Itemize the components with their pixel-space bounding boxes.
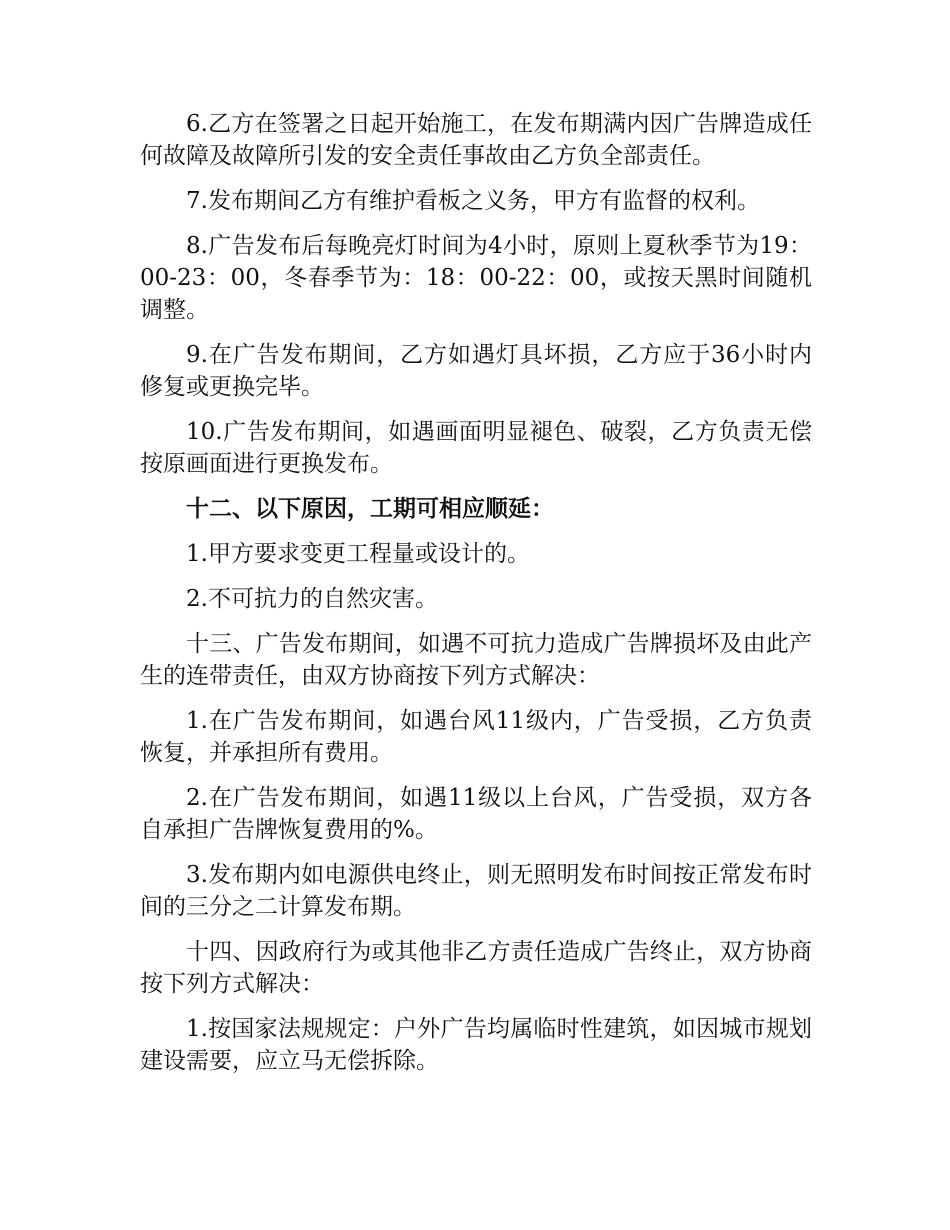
section-12-item-1: 1.甲方要求变更工程量或设计的。 — [186, 541, 530, 567]
clause-9-lamp-repair: 9.在广告发布期间，乙方如遇灯具坏损，乙方应于36小时内修复或更换完毕。 — [140, 342, 812, 400]
section-12-heading: 十二、以下原因，工期可相应顺延： — [186, 495, 554, 522]
section-14-item-1: 1.按国家法规规定：户外广告均属临时性建筑，如因城市规划建设需要，应立马无偿拆除。 — [140, 1016, 812, 1074]
clause-8-lighting-hours: 8.广告发布后每晚亮灯时间为4小时，原则上夏秋季节为19：00-23：00，冬春季节为：18：00-22：00，或按天黑时间随机调整。 — [140, 233, 812, 323]
clause-10-image-replacement: 10.广告发布期间，如遇画面明显褪色、破裂，乙方负责无偿按原画面进行更换发布。 — [140, 419, 812, 477]
section-13-item-3: 3.发布期内如电源供电终止，则无照明发布时间按正常发布时间的三分之二计算发布期。 — [140, 862, 812, 920]
clause-6-safety-responsibility: 6.乙方在签署之日起开始施工，在发布期满内因广告牌造成任何故障及故障所引发的安全责任事故由乙方负全部责任。 — [140, 111, 812, 169]
section-13-item-1: 1.在广告发布期间，如遇台风11级内，广告受损，乙方负责恢复，并承担所有费用。 — [140, 708, 812, 766]
section-14-heading: 十四、因政府行为或其他非乙方责任造成广告终止，双方协商按下列方式解决： — [140, 939, 812, 997]
section-12-item-2: 2.不可抗力的自然灾害。 — [186, 586, 438, 612]
section-13-item-2: 2.在广告发布期间，如遇11级以上台风，广告受损，双方各自承担广告牌恢复费用的%。 — [140, 785, 812, 843]
section-13-heading: 十三、广告发布期间，如遇不可抗力造成广告牌损坏及由此产生的连带责任，由双方协商按下列方式解决： — [140, 631, 812, 689]
clause-7-maintenance-duty: 7.发布期间乙方有维护看板之义务，甲方有监督的权利。 — [186, 188, 760, 214]
document-body — [140, 108, 812, 1090]
